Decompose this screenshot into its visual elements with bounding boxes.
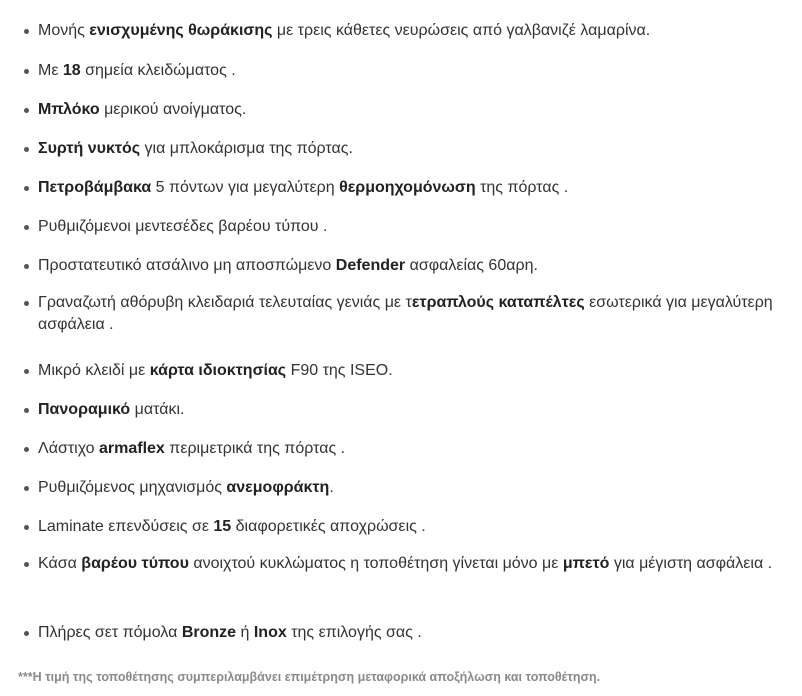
feature-text: Ρυθμιζόμενος μηχανισμός: [38, 479, 227, 496]
feature-text: μερικού ανοίγματος.: [99, 101, 247, 118]
feature-highlight: Bronze: [181, 624, 237, 641]
feature-text: ματάκι.: [130, 401, 185, 418]
feature-text: ασφαλείας 60αρη.: [405, 257, 538, 274]
feature-highlight: armaflex: [99, 440, 165, 457]
feature-text: της πόρτας .: [475, 179, 569, 196]
feature-list-item: [38, 477, 778, 499]
feature-highlight: ετραπλούς καταπέλτες: [411, 294, 585, 311]
feature-text: της επιλογής σας .: [286, 624, 422, 641]
feature-text: 5 πόντων για μεγαλύτερη: [151, 179, 340, 196]
feature-list-item: [38, 553, 778, 575]
feature-list-item: [38, 438, 778, 460]
feature-text: Μικρό κλειδί με: [38, 362, 150, 379]
feature-highlight: κάρτα ιδιοκτησίας: [149, 362, 287, 379]
feature-list-item: [38, 99, 778, 121]
feature-highlight: βαρέου τύπου: [81, 555, 189, 572]
feature-highlight: μπετό: [562, 555, 610, 572]
feature-list-item: [38, 177, 778, 199]
feature-text: σημεία κλειδώματος .: [80, 62, 236, 79]
feature-list-item: [38, 292, 778, 336]
feature-text: για μπλοκάρισμα της πόρτας.: [140, 140, 353, 157]
feature-list-item: [38, 20, 778, 42]
feature-highlight: 18: [62, 62, 81, 79]
feature-text: ή: [236, 624, 254, 641]
feature-highlight: Συρτή νυκτός: [38, 140, 141, 157]
feature-text: .: [329, 479, 334, 496]
feature-text: περιμετρικά της πόρτας .: [164, 440, 346, 457]
feature-list-item: [38, 255, 778, 277]
feature-highlight: θερμοηχομόνωση: [339, 179, 476, 196]
feature-text: Μονής: [38, 22, 90, 39]
feature-text: εσωτερικά για μεγαλύτερη ασφάλεια .: [38, 294, 773, 333]
feature-text: Προστατευτικό ατσάλινο μη αποσπώμενο: [38, 257, 336, 274]
feature-list-item: [38, 60, 778, 82]
feature-highlight: Defender: [335, 257, 406, 274]
feature-text: διαφορετικές αποχρώσεις .: [231, 518, 426, 535]
feature-text: Laminate επενδύσεις σε: [38, 518, 214, 535]
feature-text: Με: [38, 62, 63, 79]
feature-text: Γραναζωτή αθόρυβη κλειδαριά τελευταίας γενιάς με τ: [38, 294, 412, 311]
feature-text: για μέγιστη ασφάλεια .: [609, 555, 773, 572]
feature-list-item: [38, 138, 778, 160]
feature-highlight: Μπλόκο: [38, 101, 100, 118]
feature-text: F90 της ISEO.: [286, 362, 393, 379]
feature-text: Κάσα: [38, 555, 82, 572]
feature-list-item: [38, 360, 778, 382]
feature-highlight: Πανοραμικό: [38, 401, 131, 418]
feature-list-item: [38, 216, 778, 238]
feature-text: ανοιχτού κυκλώματος η τοποθέτηση γίνεται μόνο με: [188, 555, 563, 572]
feature-text: με τρεις κάθετες νευρώσεις από γαλβανιζέ λαμαρίνα.: [272, 22, 651, 39]
feature-highlight: 15: [213, 518, 232, 535]
feature-text: Λάστιχο: [38, 440, 99, 457]
feature-highlight: Πετροβάμβακα: [38, 179, 152, 196]
feature-list-item: [38, 399, 778, 421]
feature-text: Ρυθμιζόμενοι μεντεσέδες βαρέου τύπου .: [38, 218, 328, 235]
feature-list-item: [38, 516, 778, 538]
feature-highlight: ενισχυμένης θωράκισης: [89, 22, 273, 39]
feature-highlight: ανεμοφράκτη: [226, 479, 330, 496]
installation-price-note: ***Η τιμή της τοποθέτησης συμπεριλαμβάνει επιμέτρηση μεταφορικά αποξήλωση και τοποθέτηση.: [18, 670, 601, 684]
feature-text: Πλήρες σετ πόμολα: [38, 624, 182, 641]
feature-list-item: [38, 622, 778, 644]
feature-highlight: Inox: [253, 624, 287, 641]
